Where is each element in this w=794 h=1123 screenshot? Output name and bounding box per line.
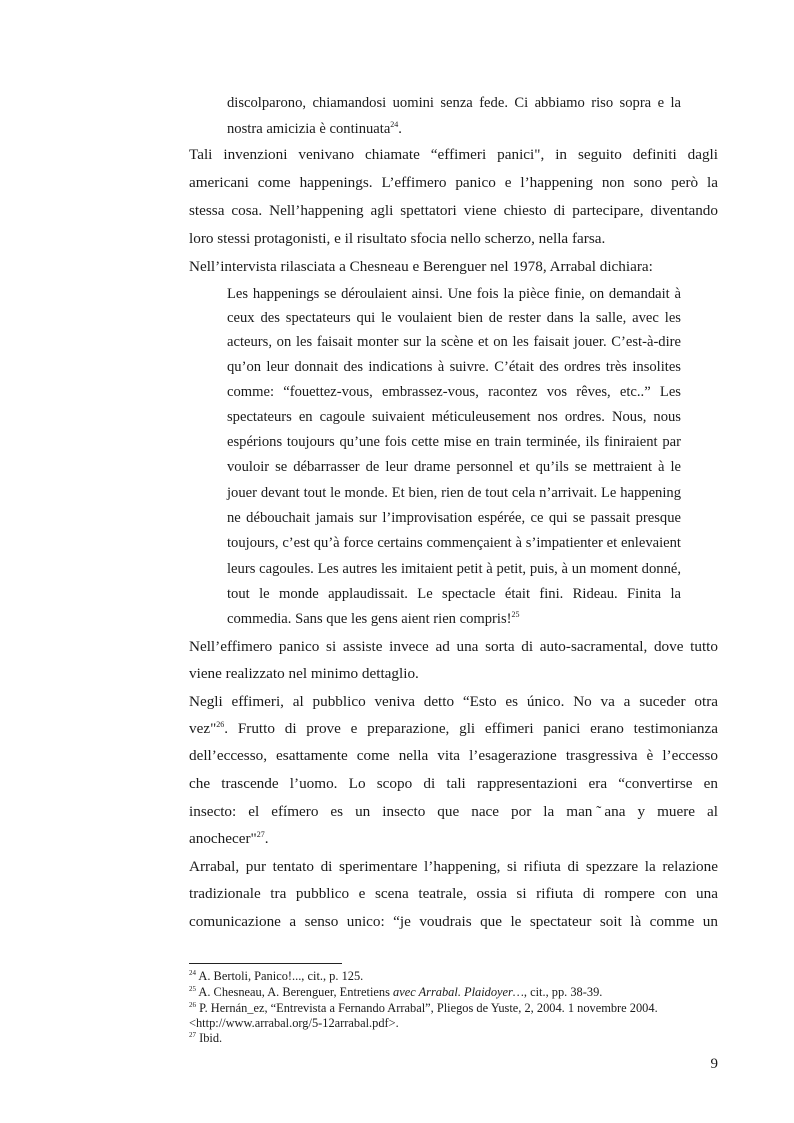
footnote-ref-24: 24	[390, 120, 399, 130]
para3-line-1: Nell’effimero panico si assiste invece ad una sorta di auto-sacramental, dove tutto	[189, 638, 718, 655]
footnote-24-text: A. Bertoli, Panico!..., cit., p. 125.	[196, 969, 364, 983]
para4-line-2	[189, 719, 718, 739]
footnote-25-number: 25	[189, 984, 196, 993]
footnote-25-cite: , cit., pp. 38-39.	[523, 985, 603, 999]
quote2-line-2: ceux des spectateurs qui le voulaient bien de rester dans la salle, avec les	[227, 310, 681, 326]
footnote-ref-26: 26	[216, 719, 225, 729]
para4-line-5: insecto: el efímero es un insecto que nace por la man ̃ana y muere al	[189, 803, 718, 820]
footnote-26	[189, 1002, 658, 1015]
quote2-line-14-text: commedia. Sans que les gens aient rien compris!	[227, 611, 512, 627]
footnote-ref-27: 27	[256, 829, 265, 839]
para4-line-6	[189, 829, 718, 849]
para4-line-2a: vez"	[189, 720, 217, 737]
footnote-27-text: Ibid.	[196, 1031, 223, 1045]
footnote-26-number: 26	[189, 1000, 196, 1009]
quote2-line-9: jouer devant tout le monde. Et bien, rien de tout cela n’arrivait. Le happening	[227, 485, 681, 501]
para4-line-4: che trascende l’uomo. Lo scopo di tali rappresentazioni era “convertirse en	[189, 775, 718, 792]
footnote-divider	[189, 963, 342, 964]
quote1-line-1: discolparono, chiamandosi uomini senza fede. Ci abbiamo riso sopra e la	[227, 95, 681, 111]
para1-line-4: loro stessi protagonisti, e il risultato sfocia nello scherzo, nella farsa.	[189, 230, 606, 247]
para4-line-6-text: anochecer"	[189, 830, 257, 847]
para4-line-1: Negli effimeri, al pubblico veniva detto “Esto es único. No va a suceder otra	[189, 693, 718, 710]
footnote-27	[189, 1032, 222, 1045]
para5-line-3: comunicazione a senso unico: “je voudrais que le spectateur soit là comme un	[189, 913, 718, 930]
para2-line-1: Nell’intervista rilasciata a Chesneau e Berenguer nel 1978, Arrabal dichiara:	[189, 258, 653, 275]
quote2-line-13: tout le monde applaudissait. Le spectacle était fini. Rideau. Finita la	[227, 586, 681, 602]
para1-line-1: Tali invenzioni venivano chiamate “effimeri panici", in seguito definiti dagli	[189, 146, 718, 163]
quote2-line-8: vouloir se débarrasser de leur drame personnel et qu’ils se mettraient à le	[227, 459, 681, 475]
quote1-line-2: nostra amicizia è continuata$^{24}$.	[227, 120, 402, 137]
para5-line-2: tradizionale tra pubblico e scena teatrale, ossia si rifiuta di rompere con una	[189, 885, 718, 902]
para5-line-1: Arrabal, pur tentato di sperimentare l’happening, si rifiuta di spezzare la relazione	[189, 858, 718, 875]
quote1-line-2-text: nostra amicizia è continuata	[227, 121, 391, 137]
para4-line-6-end: .	[264, 830, 269, 847]
quote2-line-5: comme: “fouettez-vous, embrassez-vous, racontez vos rêves, etc..” Les	[227, 384, 681, 400]
para1-line-3: stessa cosa. Nell’happening agli spettatori viene chiesto di partecipare, diventando	[189, 202, 718, 219]
footnote-25	[189, 986, 602, 999]
quote2-line-1: Les happenings se déroulaient ainsi. Une fois la pièce finie, on demandait à	[227, 286, 681, 302]
footnote-25-italic-title: avec Arrabal. Plaidoyer…	[393, 985, 524, 999]
footnote-25-text: A. Chesneau, A. Berenguer, Entretiens	[196, 985, 394, 999]
footnote-26-text: P. Hernán_ez, “Entrevista a Fernando Arrabal”, Pliegos de Yuste, 2, 2004. 1 novembre 2004.	[196, 1001, 658, 1015]
quote2-line-7: espérions toujours qu’une fois cette mise en train terminée, ils finiraient par	[227, 434, 681, 450]
quote2-line-10: ne débouchait jamais sur l’improvisation espérée, ce qui se passait presque	[227, 510, 681, 526]
quote2-line-14	[227, 609, 681, 629]
footnote-24	[189, 970, 363, 983]
footnote-26-link[interactable]: <http://www.arrabal.org/5-12arrabal.pdf>.	[189, 1016, 399, 1030]
page-number: 9	[710, 1056, 718, 1072]
quote2-line-6: spectateurs en cagoule suivaient méticuleusement nos ordres. Nous, nous	[227, 409, 681, 425]
para1-line-2: americani come happenings. L’effimero panico e l’happening non sono però la	[189, 174, 718, 191]
quote2-line-4: qu’on leur donnait des indications à suivre. C’était des ordres très insolites	[227, 359, 681, 375]
quote2-line-11: toujours, c’est qu’à force certains commençaient à s’impatienter et enlevaient	[227, 535, 681, 551]
para4-line-3: dell’eccesso, esattamente come nella vita l’esagerazione trasgressiva è l’eccesso	[189, 747, 718, 764]
para4-line-2b: . Frutto di prove e preparazione, gli effimeri panici erano testimonianza	[224, 720, 718, 737]
quote2-line-3: acteurs, on les faisait monter sur la scène et on les faisait jouer. C’est-à-dire	[227, 334, 681, 350]
footnote-ref-25: 25	[511, 610, 520, 620]
quote2-line-12: leurs cagoules. Les autres les imitaient petit à petit, puis, à un moment donné,	[227, 561, 681, 577]
footnote-27-number: 27	[189, 1030, 196, 1039]
footnote-24-number: 24	[189, 968, 196, 977]
para3-line-2: viene realizzato nel minimo dettaglio.	[189, 665, 419, 682]
